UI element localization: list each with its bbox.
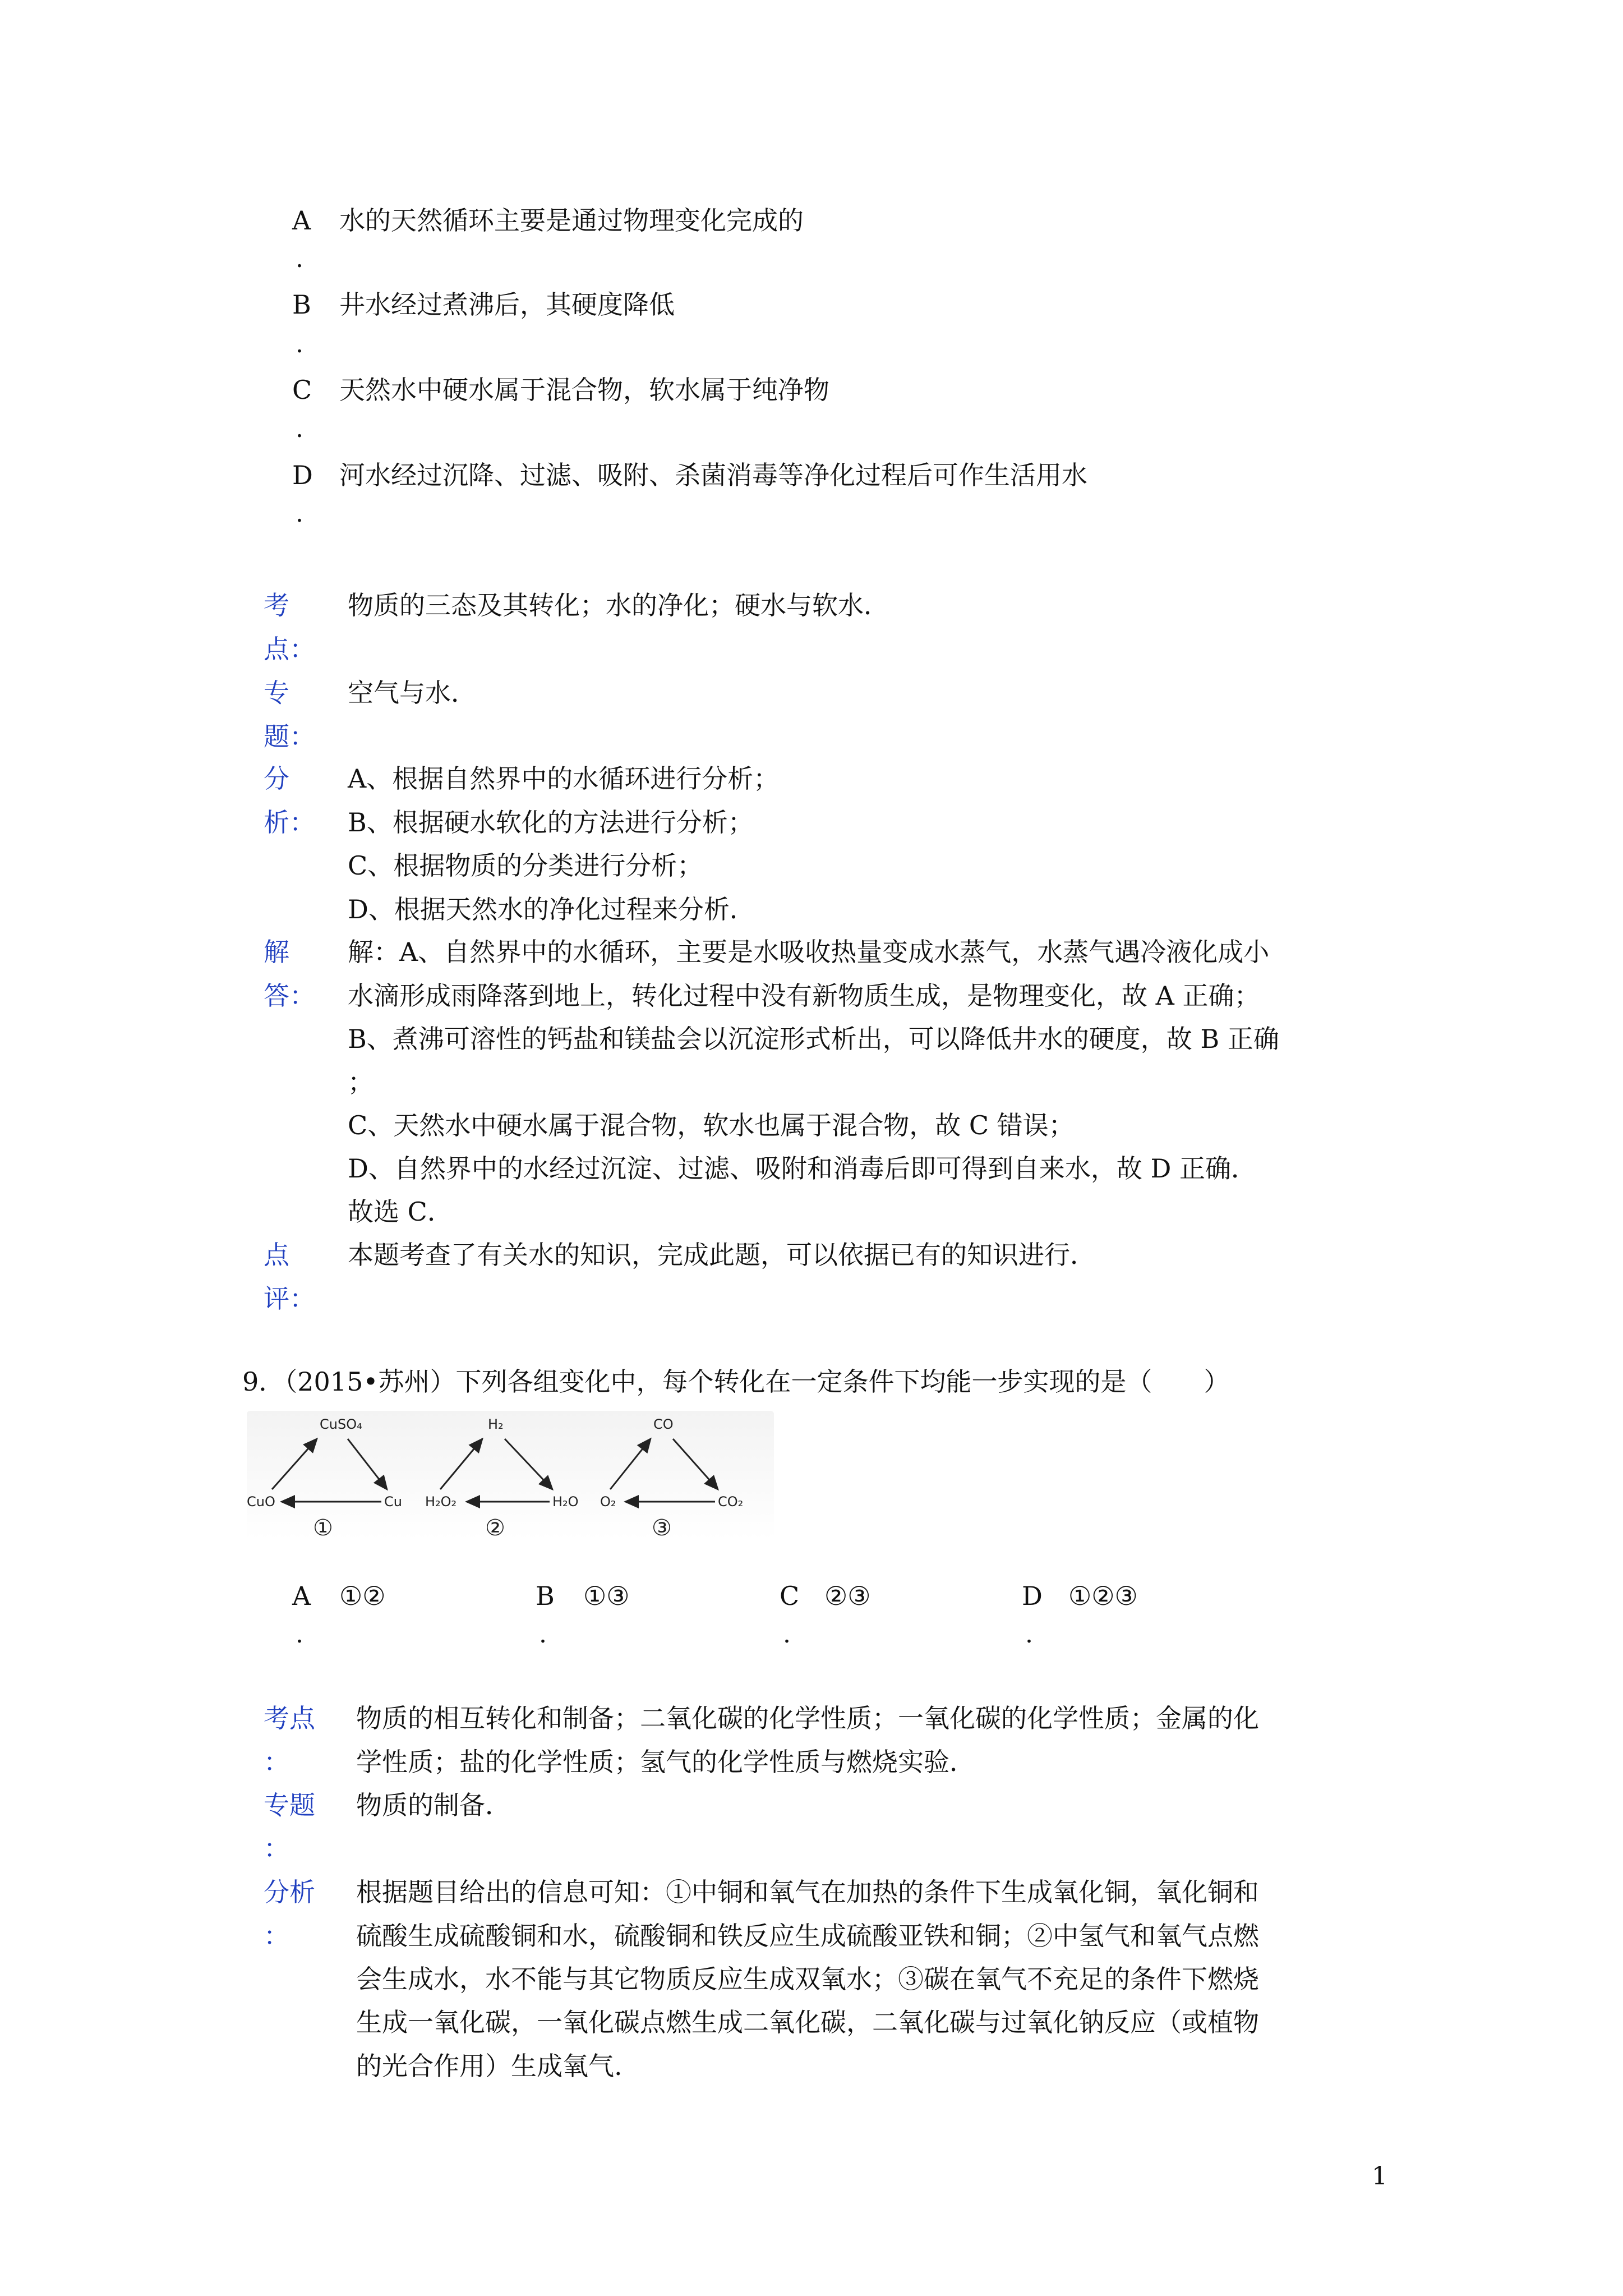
q8-option-a-text: 水的天然循环主要是通过物理变化完成的 xyxy=(339,205,804,236)
q9-option-b-dot: . xyxy=(539,1620,547,1649)
q9-fenxi-label-1: 分析 xyxy=(264,1877,315,1907)
q9-zhuanti-text: 物质的制备． xyxy=(356,1790,511,1820)
q9-option-d-letter: D xyxy=(1022,1581,1043,1611)
q8-option-d-letter: D xyxy=(292,460,313,490)
q8-fenxi-line-2: B、根据硬水软化的方法进行分析； xyxy=(348,807,754,838)
q8-zhuanti-label-2: 题： xyxy=(264,721,315,752)
g3-top-label: CO xyxy=(653,1416,674,1432)
q8-option-b-letter: B xyxy=(292,289,311,320)
g3-number: ③ xyxy=(652,1515,672,1540)
q9-zhuanti-label-1: 专题 xyxy=(264,1790,315,1820)
q8-jieda-line-4: ； xyxy=(348,1067,374,1097)
q9-zhuanti-label-2: ： xyxy=(264,1833,289,1864)
q8-jieda-label-1: 解 xyxy=(264,937,289,967)
q9-option-d-dot: . xyxy=(1025,1620,1033,1649)
q9-option-a-dot: . xyxy=(296,1620,303,1649)
q8-option-b-dot: . xyxy=(296,330,303,358)
q9-stem: 9．（2015•苏州）下列各组变化中，每个转化在一定条件下均能一步实现的是（ ） xyxy=(242,1366,1230,1397)
q9-kaodian-label-1: 考点 xyxy=(264,1703,315,1733)
q9-diagram-svg xyxy=(247,1411,774,1540)
q9-fenxi-line-4: 生成一氧化碳，一氧化碳点燃生成二氧化碳，二氧化碳与过氧化钠反应（或植物 xyxy=(356,2007,1259,2037)
q9-option-b-text: ①③ xyxy=(583,1581,630,1611)
g2-top-label: H₂ xyxy=(488,1416,504,1432)
g1-arrow-top-right xyxy=(348,1439,387,1489)
q8-jieda-line-2: 水滴形成雨降落到地上，转化过程中没有新物质生成，是物理变化，故 A 正确； xyxy=(348,981,1260,1011)
q9-diagram xyxy=(247,1411,774,1540)
q8-dianping-label-1: 点 xyxy=(264,1240,289,1270)
g2-number: ② xyxy=(485,1515,505,1540)
g2-left-label: H₂O₂ xyxy=(425,1494,457,1510)
g1-arrow-left-top xyxy=(272,1439,317,1489)
g3-left-label: O₂ xyxy=(600,1494,616,1510)
q8-dianping-label-2: 评： xyxy=(264,1283,315,1314)
g1-left-label: CuO xyxy=(247,1494,275,1510)
q9-fenxi-line-2: 硫酸生成硫酸铜和水，硫酸铜和铁反应生成硫酸亚铁和铜；②中氢气和氧气点燃 xyxy=(356,1921,1259,1951)
g2-right-label: H₂O xyxy=(552,1494,579,1510)
q8-option-c-dot: . xyxy=(296,415,303,443)
q9-option-c-text: ②③ xyxy=(824,1581,871,1611)
q8-jieda-line-6: D、自然界中的水经过沉淀、过滤、吸附和消毒后即可得到自来水，故 D 正确． xyxy=(348,1153,1257,1184)
g2-arrow-top-right xyxy=(505,1439,552,1489)
q8-option-d-dot: . xyxy=(296,499,303,528)
q8-option-c-text: 天然水中硬水属于混合物，软水属于纯净物 xyxy=(339,375,829,405)
q8-fenxi-label-2: 析： xyxy=(264,807,315,838)
g2-arrow-left-top xyxy=(440,1439,482,1489)
q8-jieda-line-3: B、煮沸可溶性的钙盐和镁盐会以沉淀形式析出，可以降低井水的硬度，故 B 正确 xyxy=(348,1024,1279,1054)
q8-kaodian-label-2: 点： xyxy=(264,634,315,664)
q9-fenxi-line-3: 会生成水，水不能与其它物质反应生成双氧水；③碳在氧气不充足的条件下燃烧 xyxy=(356,1964,1259,1994)
q9-kaodian-line-1: 物质的相互转化和制备；二氧化碳的化学性质；一氧化碳的化学性质；金属的化 xyxy=(356,1703,1259,1733)
q8-jieda-line-5: C、天然水中硬水属于混合物，软水也属于混合物，故 C 错误； xyxy=(348,1110,1075,1140)
q8-fenxi-line-3: C、根据物质的分类进行分析； xyxy=(348,850,703,881)
q8-option-d-text: 河水经过沉降、过滤、吸附、杀菌消毒等净化过程后可作生活用水 xyxy=(339,460,1087,490)
q9-kaodian-line-2: 学性质；盐的化学性质；氢气的化学性质与燃烧实验． xyxy=(356,1747,975,1777)
g1-number: ① xyxy=(313,1515,333,1540)
q9-option-c-dot: . xyxy=(783,1620,791,1649)
q8-option-c-letter: C xyxy=(292,375,312,405)
q8-zhuanti-text: 空气与水． xyxy=(348,678,477,708)
q9-option-a-text: ①② xyxy=(339,1581,386,1611)
q8-fenxi-label-1: 分 xyxy=(264,763,289,794)
q9-option-d-text: ①②③ xyxy=(1068,1581,1138,1611)
q8-option-a-letter: A xyxy=(292,205,311,236)
q9-fenxi-line-5: 的光合作用）生成氧气. xyxy=(356,2051,623,2081)
q8-fenxi-line-4: D、根据天然水的净化过程来分析． xyxy=(348,894,755,924)
q8-option-a-dot: . xyxy=(296,245,303,273)
g3-arrow-top-right xyxy=(673,1439,718,1489)
page-number: 1 xyxy=(1372,2162,1387,2191)
g3-right-label: CO₂ xyxy=(718,1494,744,1510)
q9-option-c-letter: C xyxy=(780,1581,800,1611)
q8-zhuanti-label-1: 专 xyxy=(264,678,289,708)
q8-dianping-text: 本题考查了有关水的知识，完成此题，可以依据已有的知识进行． xyxy=(348,1240,1096,1270)
g3-arrow-left-top xyxy=(610,1439,651,1489)
q8-fenxi-line-1: A、根据自然界中的水循环进行分析； xyxy=(348,763,780,794)
q8-jieda-label-2: 答： xyxy=(264,981,315,1011)
q8-jieda-line-1: 解：A、自然界中的水循环，主要是水吸收热量变成水蒸气，水蒸气遇冷液化成小 xyxy=(348,937,1270,967)
g1-top-label: CuSO₄ xyxy=(320,1416,362,1432)
q8-option-b-text: 井水经过煮沸后，其硬度降低 xyxy=(339,289,675,320)
q8-kaodian-label-1: 考 xyxy=(264,590,289,620)
q9-option-b-letter: B xyxy=(536,1581,555,1611)
q9-option-a-letter: A xyxy=(292,1581,311,1611)
q9-fenxi-label-2: ： xyxy=(264,1921,289,1951)
q8-kaodian-text: 物质的三态及其转化；水的净化；硬水与软水． xyxy=(348,590,889,620)
q8-jieda-line-7: 故选 C． xyxy=(348,1197,453,1227)
g1-right-label: Cu xyxy=(384,1494,402,1510)
q9-kaodian-label-2: ： xyxy=(264,1747,289,1777)
q9-fenxi-line-1: 根据题目给出的信息可知：①中铜和氧气在加热的条件下生成氧化铜，氧化铜和 xyxy=(356,1877,1259,1907)
